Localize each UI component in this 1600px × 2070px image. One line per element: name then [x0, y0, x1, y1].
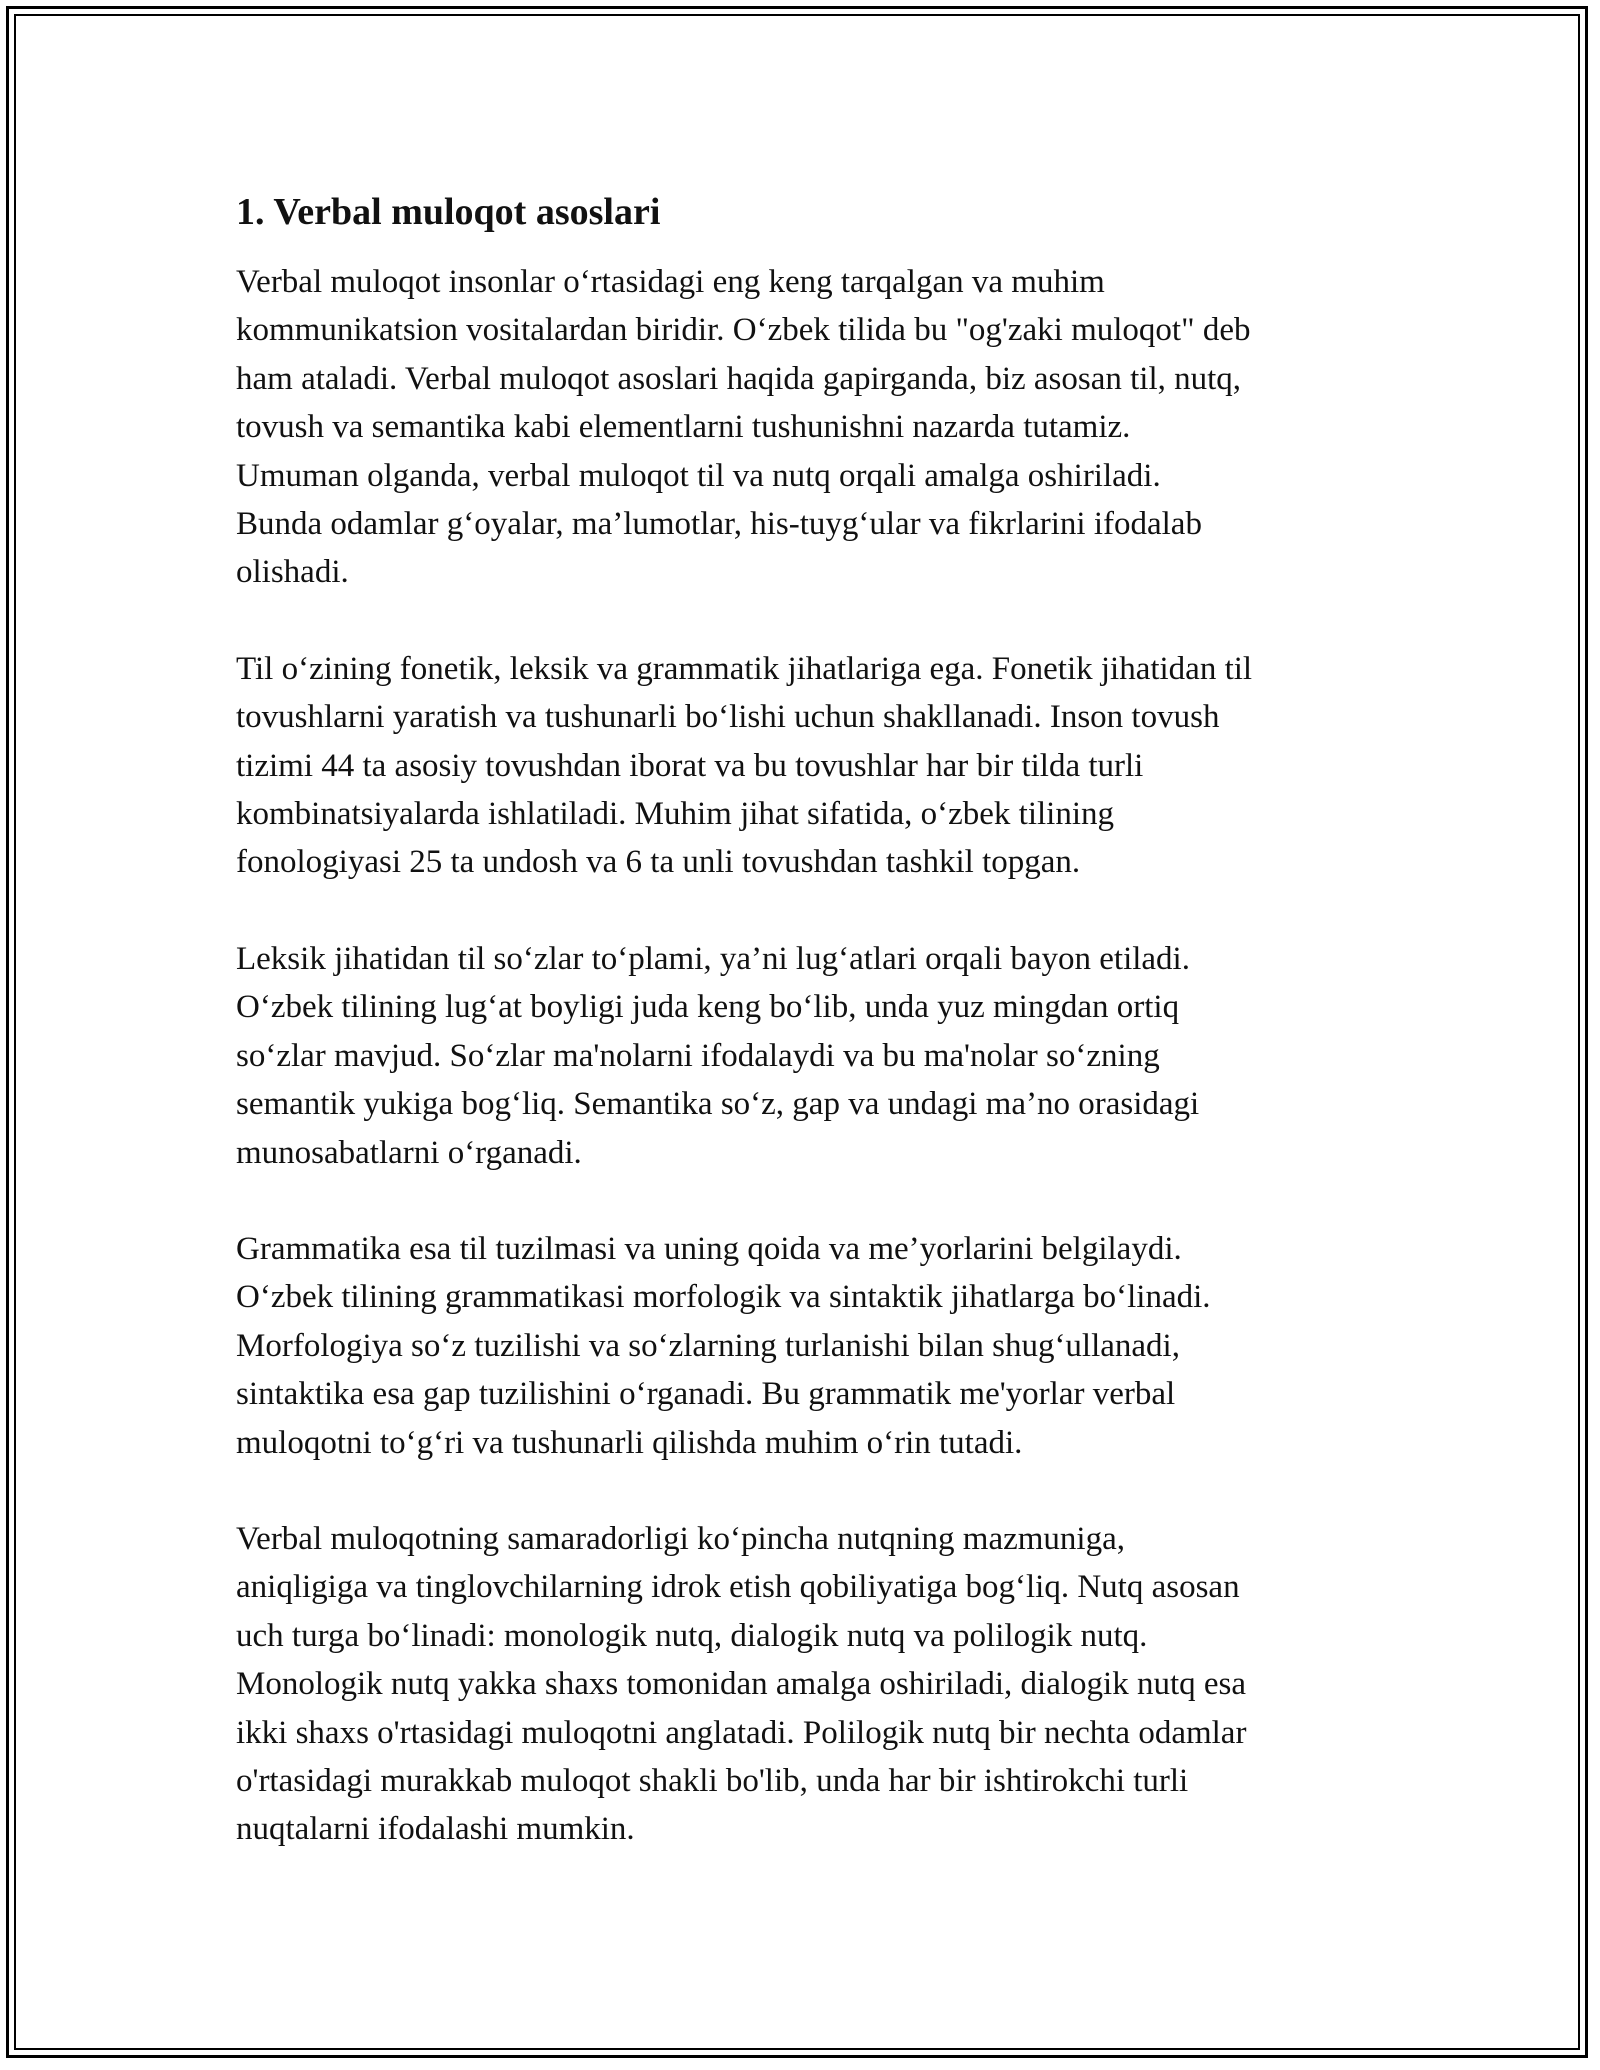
text-line: ham ataladi. Verbal muloqot asoslari haqida gapirganda, biz asosan til, nutq, — [236, 360, 1242, 397]
text-line: nuqtalarni ifodalashi mumkin. — [236, 1811, 635, 1848]
text-line: O‘zbek tilining lug‘at boyligi juda keng bo‘lib, unda yuz mingdan ortiq — [236, 989, 1180, 1026]
text-line: Monologik nutq yakka shaxs tomonidan amalga oshiriladi, dialogik nutq esa — [236, 1666, 1247, 1703]
text-line: Morfologiya so‘z tuzilishi va so‘zlarning turlanishi bilan shug‘ullanadi, — [236, 1327, 1180, 1364]
text-line: Leksik jihatidan til so‘zlar to‘plami, ya’ni lug‘atlari orqali bayon etiladi. — [236, 940, 1190, 977]
paragraph-3 — [236, 935, 1376, 1177]
text-line: uch turga bo‘linadi: monologik nutq, dialogik nutq va polilogik nutq. — [236, 1617, 1148, 1654]
paragraph-2 — [236, 645, 1376, 887]
section-heading: 1. Verbal muloqot asoslari — [236, 191, 661, 233]
text-line: Til o‘zining fonetik, leksik va grammatik jihatlariga ega. Fonetik jihatidan til — [236, 650, 1253, 687]
text-line: tizimi 44 ta asosiy tovushdan iborat va bu tovushlar har bir tilda turli — [236, 747, 1144, 784]
paragraph-1 — [236, 258, 1376, 597]
text-line: muloqotni to‘g‘ri va tushunarli qilishda muhim o‘rin tutadi. — [236, 1424, 1023, 1461]
text-line: Grammatika esa til tuzilmasi va uning qoida va me’yorlarini belgilaydi. — [236, 1230, 1182, 1267]
paragraph-5 — [236, 1515, 1376, 1854]
paragraph-4 — [236, 1225, 1376, 1467]
text-line: o'rtasidagi murakkab muloqot shakli bo'lib, unda har bir ishtirokchi turli — [236, 1762, 1189, 1799]
text-line: Umuman olganda, verbal muloqot til va nutq orqali amalga oshiriladi. — [236, 457, 1161, 494]
text-line: sintaktika esa gap tuzilishini o‘rganadi. Bu grammatik me'yorlar verbal — [236, 1376, 1176, 1413]
text-line: kombinatsiyalarda ishlatiladi. Muhim jihat sifatida, o‘zbek tilining — [236, 796, 1114, 833]
text-line: kommunikatsion vositalardan biridir. O‘zbek tilida bu "og'zaki muloqot" deb — [236, 312, 1251, 349]
text-line: Bunda odamlar g‘oyalar, ma’lumotlar, his-tuyg‘ular va fikrlarini ifodalab — [236, 506, 1202, 543]
text-line: fonologiyasi 25 ta undosh va 6 ta unli tovushdan tashkil topgan. — [236, 844, 1081, 881]
text-line: ikki shaxs o'rtasidagi muloqotni anglatadi. Polilogik nutq bir nechta odamlar — [236, 1714, 1247, 1751]
text-line: Verbal muloqotning samaradorligi ko‘pincha nutqning mazmuniga, — [236, 1520, 1125, 1557]
text-line: O‘zbek tilining grammatikasi morfologik va sintaktik jihatlarga bo‘linadi. — [236, 1279, 1211, 1316]
text-line: munosabatlarni o‘rganadi. — [236, 1134, 582, 1171]
text-line: Verbal muloqot insonlar o‘rtasidagi eng keng tarqalgan va muhim — [236, 264, 1105, 300]
text-line: tovushlarni yaratish va tushunarli bo‘lishi uchun shakllanadi. Inson tovush — [236, 699, 1220, 736]
text-line: so‘zlar mavjud. So‘zlar ma'nolarni ifodalaydi va bu ma'nolar so‘zning — [236, 1037, 1160, 1074]
text-line: tovush va semantika kabi elementlarni tushunishni nazarda tutamiz. — [236, 409, 1131, 446]
document-body — [236, 186, 1376, 1902]
text-line: olishadi. — [236, 554, 349, 591]
text-line: semantik yukiga bog‘liq. Semantika so‘z, gap va undagi ma’no orasidagi — [236, 1086, 1200, 1123]
text-line: aniqligiga va tinglovchilarning idrok etish qobiliyatiga bog‘liq. Nutq asosan — [236, 1569, 1240, 1606]
